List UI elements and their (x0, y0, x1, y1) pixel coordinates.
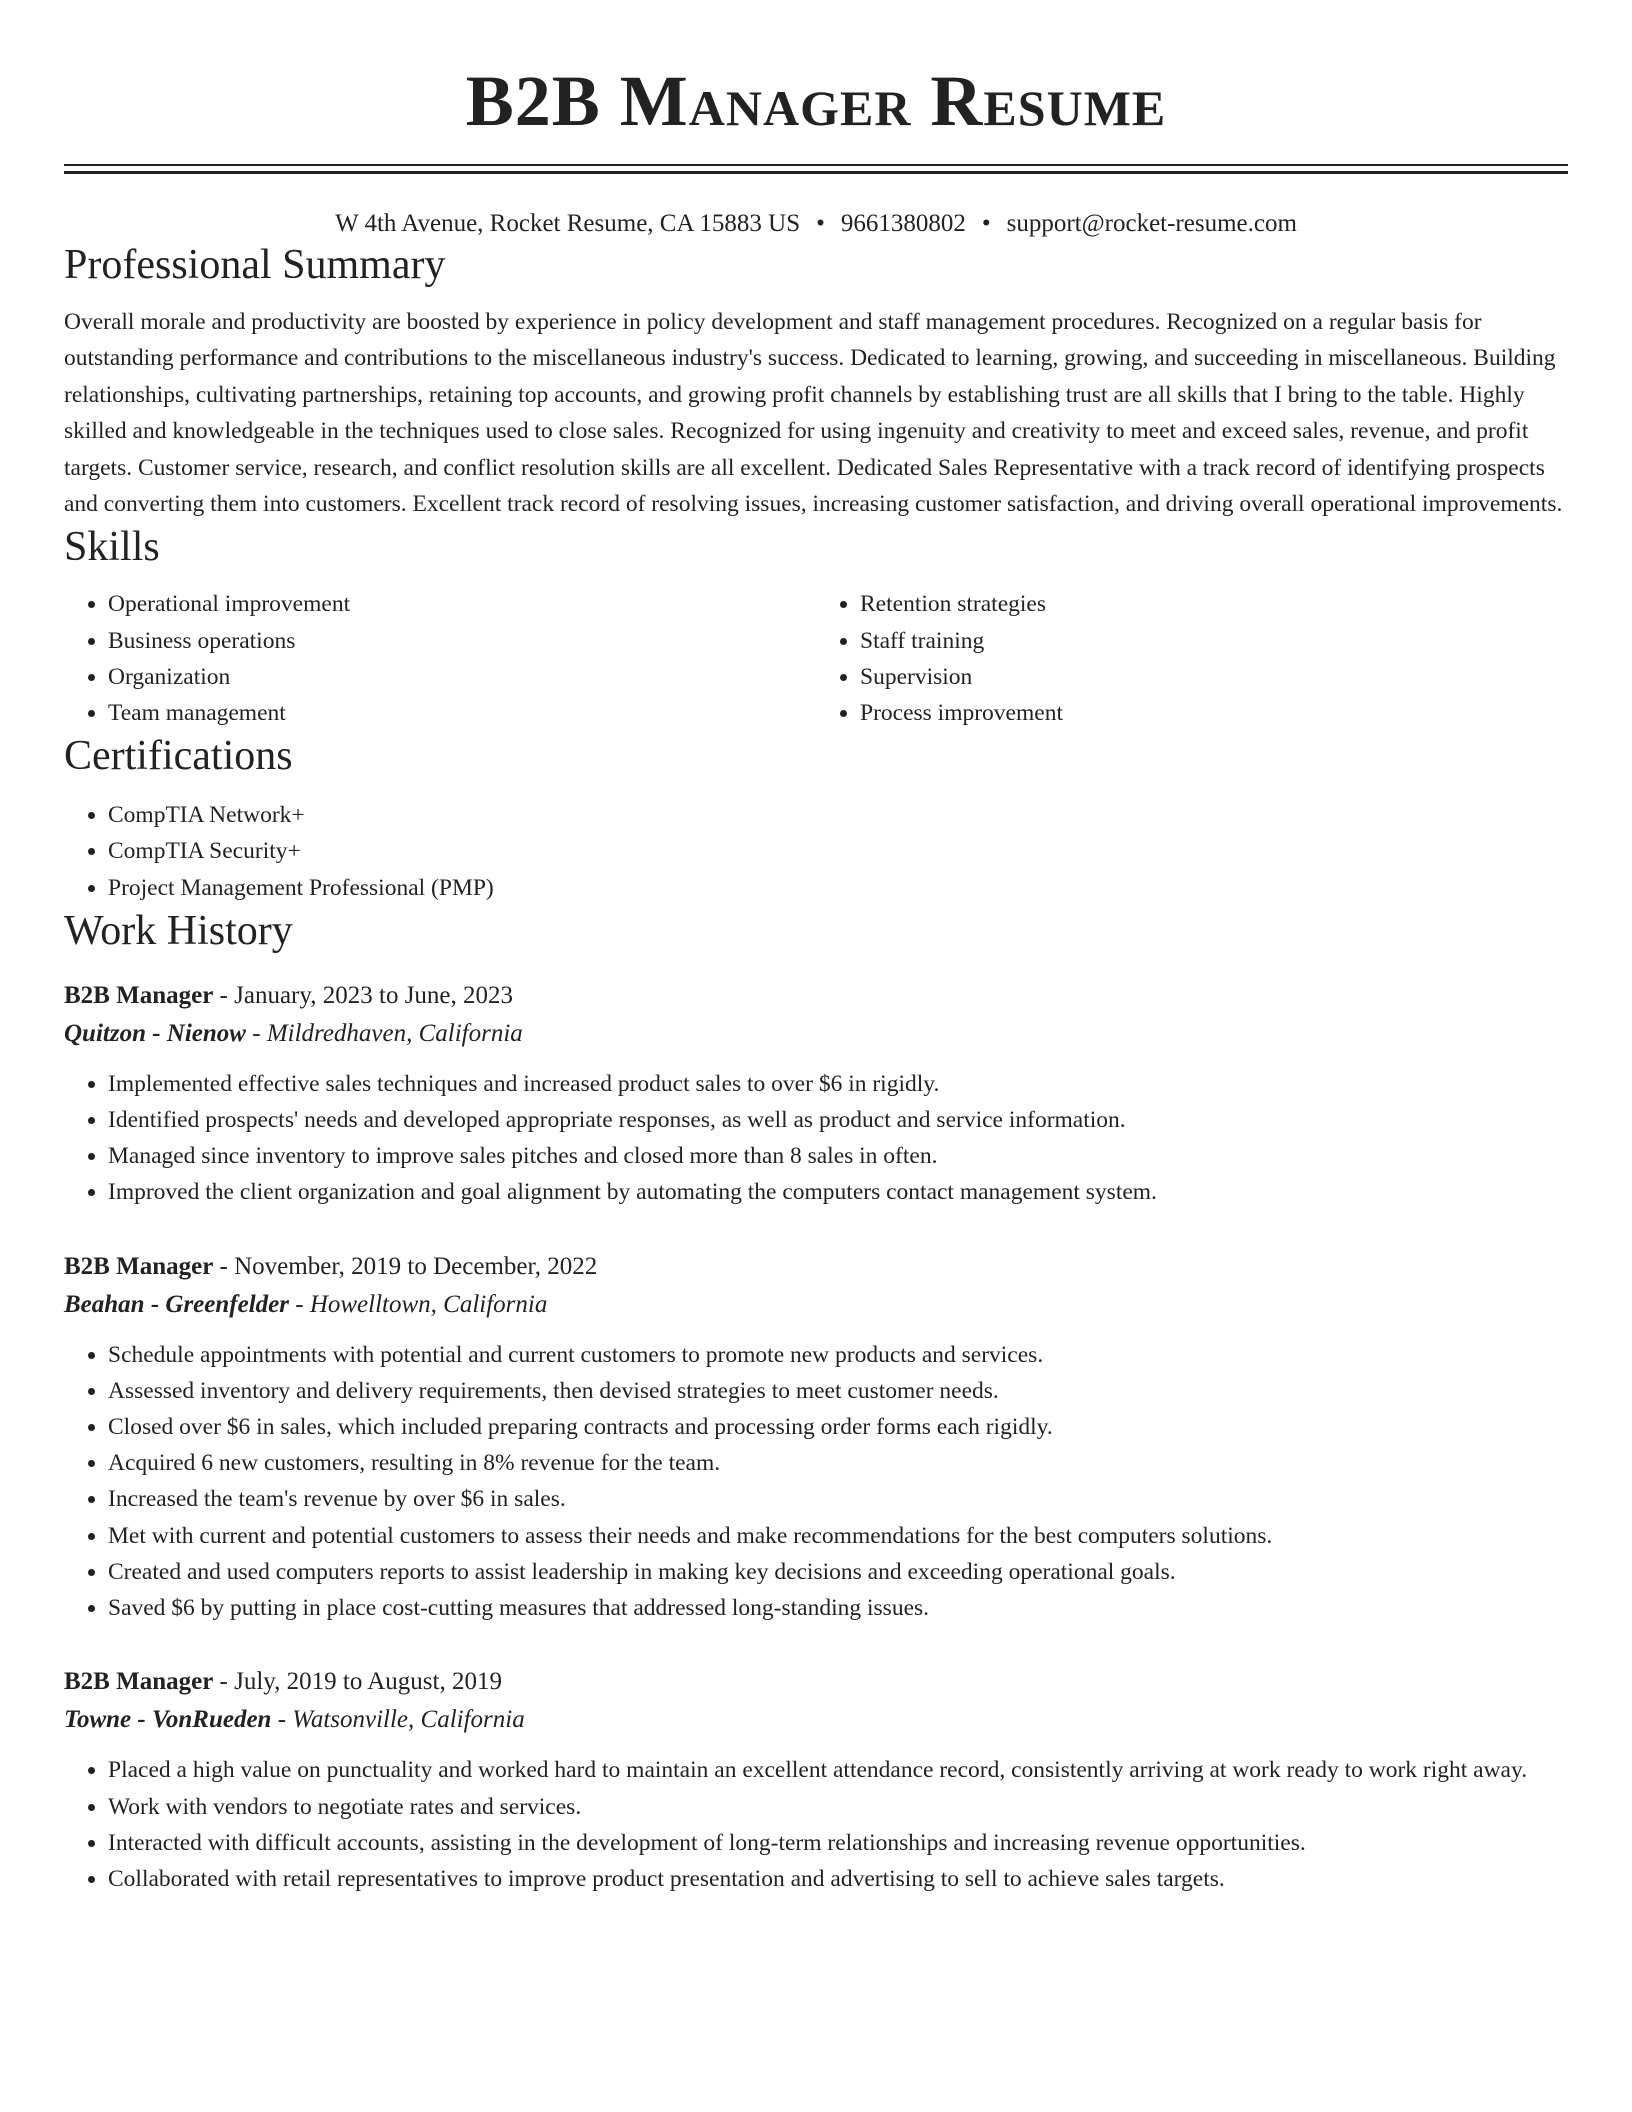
skill-item: • Supervision (860, 659, 1568, 695)
dash: - (213, 1668, 235, 1696)
job-bullet: • Placed a high value on punctuality and worked hard to maintain an excellent attendance record, consistently arriving at work ready to work right away. (108, 1752, 1568, 1788)
summary-text: Overall morale and productivity are boosted by experience in policy development and staff management procedures. Recognized on a regular basis for outstanding performance and contributions to the miscellaneous industry's success. Dedicated to learning, growing, and succeeding in miscellaneous. Building relationships, cultivating partnerships, retaining top accounts, and growing profit channels by establishing trust are all skills that I bring to the table. Highly skilled and knowledgeable in the techniques used to close sales. Recognized for using ingenuity and creativity to meet and exceed sales, revenue, and profit targets. Customer service, research, and conflict resolution skills are all excellent. Dedicated Sales Representative with a track record of identifying prospects and converting them into customers. Excellent track record of resolving issues, increasing customer satisfaction, and driving overall operational improvements. (64, 309, 1563, 518)
job-bullet: • Saved $6 by putting in place cost-cutting measures that addressed long-standing issues. (108, 1590, 1568, 1626)
job-header (64, 1664, 1568, 1700)
job-bullet: • Created and used computers reports to assist leadership in making key decisions and exceeding operational goals. (108, 1554, 1568, 1590)
job-bullet: • Closed over $6 in sales, which included preparing contracts and processing order forms each rigidly. (108, 1409, 1568, 1445)
contact-address: W 4th Avenue, Rocket Resume, CA 15883 US (335, 210, 801, 237)
job-bullet: • Work with vendors to negotiate rates and services. (108, 1789, 1568, 1825)
job-location: Watsonville, California (292, 1706, 525, 1734)
skills-list-left (64, 586, 816, 731)
job-bullet: • Acquired 6 new customers, resulting in 8% revenue for the team. (108, 1445, 1568, 1481)
job-entry (64, 1664, 1568, 1897)
skill-item: • Team management (108, 695, 816, 731)
job-employer (64, 1700, 1568, 1740)
resume-title: B2B Manager Resume (465, 61, 1167, 141)
job-location: Howelltown, California (309, 1290, 548, 1318)
job-bullet: • Implemented effective sales techniques and increased product sales to over $6 in rigidly. (108, 1066, 1568, 1102)
job-dates: July, 2019 to August, 2019 (234, 1668, 502, 1696)
skill-item: • Business operations (108, 623, 816, 659)
job-bullet: • Improved the client organization and goal alignment by automating the computers contact management system. (108, 1174, 1568, 1210)
dash: - (213, 981, 235, 1009)
job-title: B2B Manager (64, 981, 214, 1009)
job-dates: November, 2019 to December, 2022 (234, 1252, 598, 1280)
dash: - (213, 1252, 235, 1280)
job-bullet: • Increased the team's revenue by over $6 in sales. (108, 1481, 1568, 1517)
certification-item: • CompTIA Security+ (108, 833, 1568, 869)
contact-phone: 9661380802 (840, 210, 966, 237)
skills-heading: Skills (64, 524, 160, 571)
skill-item: • Operational improvement (108, 586, 816, 622)
job-entry (64, 1249, 1568, 1627)
certifications-list (64, 797, 1568, 906)
skill-item: • Organization (108, 659, 816, 695)
work-history-heading: Work History (64, 907, 293, 954)
job-bullets (64, 1337, 1568, 1627)
job-employer (64, 1014, 1568, 1054)
skill-item: • Process improvement (860, 695, 1568, 731)
job-bullet: • Interacted with difficult accounts, assisting in the development of long-term relationships and increasing revenue opportunities. (108, 1825, 1568, 1861)
job-dates: January, 2023 to June, 2023 (234, 981, 514, 1009)
job-header (64, 978, 1568, 1014)
job-bullet: • Assessed inventory and delivery requirements, then devised strategies to meet customer needs. (108, 1373, 1568, 1409)
skills-columns (64, 586, 1568, 731)
title-divider (64, 164, 1568, 174)
job-bullet: • Identified prospects' needs and developed appropriate responses, as well as product and service information. (108, 1102, 1568, 1138)
job-header (64, 1249, 1568, 1285)
dash: - (288, 1290, 310, 1318)
job-bullets (64, 1066, 1568, 1211)
dash: - (245, 1019, 267, 1047)
skill-item: • Retention strategies (860, 586, 1568, 622)
certifications-heading: Certifications (64, 733, 293, 780)
job-employer (64, 1285, 1568, 1325)
job-company: Beahan - Greenfelder (64, 1290, 289, 1318)
skills-list-right (816, 586, 1568, 731)
job-bullet: • Met with current and potential customers to assess their needs and make recommendations for the best computers solutions. (108, 1518, 1568, 1554)
contact-separator: • (981, 210, 991, 237)
certification-item: • Project Management Professional (PMP) (108, 870, 1568, 906)
dash: - (271, 1706, 293, 1734)
job-title: B2B Manager (64, 1252, 214, 1280)
job-location: Mildredhaven, California (266, 1019, 523, 1047)
job-title: B2B Manager (64, 1668, 214, 1696)
summary-heading: Professional Summary (64, 242, 446, 288)
contact-line (64, 208, 1568, 240)
job-bullets (64, 1752, 1568, 1897)
job-bullet: • Collaborated with retail representatives to improve product presentation and advertising to sell to achieve sales targets. (108, 1861, 1568, 1897)
contact-separator: • (816, 210, 825, 237)
skill-item: • Staff training (860, 623, 1568, 659)
job-company: Towne - VonRueden (64, 1706, 272, 1734)
job-entry (64, 978, 1568, 1211)
contact-email: support@rocket-resume.com (1006, 210, 1297, 237)
job-bullet: • Schedule appointments with potential and current customers to promote new products and services. (108, 1337, 1568, 1373)
job-company: Quitzon - Nienow (64, 1019, 246, 1047)
job-bullet: • Managed since inventory to improve sales pitches and closed more than 8 sales in often. (108, 1138, 1568, 1174)
certification-item: • CompTIA Network+ (108, 797, 1568, 833)
